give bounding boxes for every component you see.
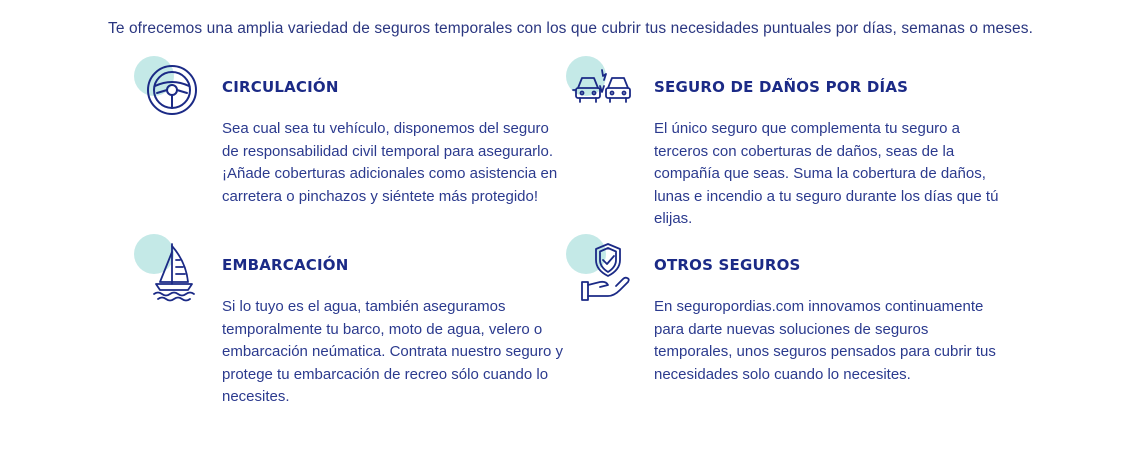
shield-hand-icon (580, 242, 636, 302)
card-description: Si lo tuyo es el agua, también aseguramos temporalmente tu barco, moto de agua, velero o embarcación neúmatica. Contrata nuestro seguro y protege tu embarcación de recreo sólo cuando lo necesites. (222, 298, 564, 405)
card-description: El único seguro que complementa tu seguro a terceros con coberturas de daños, seas de la compañía que seas. Suma la cobertura de daños, lunas e incendio a tu seguro durante los días que tú elijas. (654, 120, 999, 227)
card-title: EMBARCACIÓN (222, 256, 349, 274)
card-title: OTROS SEGUROS (654, 256, 801, 274)
intro-text: Te ofrecemos una amplia variedad de seguros temporales con los que cubrir tus necesidades puntuales por días, semanas o meses. (107, 20, 1034, 37)
card-icon-wrap (566, 56, 628, 118)
card-icon-wrap (134, 56, 196, 118)
car-crash-icon (572, 66, 632, 122)
steering-wheel-icon (144, 60, 200, 116)
card-title: CIRCULACIÓN (222, 78, 339, 96)
card-description: En seguropordias.com innovamos continuamente para darte nuevas soluciones de seguros temporales, unos seguros pensados para cubrir tus necesidades solo cuando lo necesites. (654, 298, 996, 383)
card-title: SEGURO DE DAÑOS POR DÍAS (654, 78, 909, 96)
sailboat-icon (152, 242, 202, 302)
card-icon-wrap (134, 234, 196, 296)
card-icon-wrap (566, 234, 628, 296)
card-description: Sea cual sea tu vehículo, disponemos del seguro de responsabilidad civil temporal para asegurarlo. ¡Añade coberturas adicionales como asistencia en carretera o pinchazos y siéntete más protegido! (222, 120, 558, 205)
